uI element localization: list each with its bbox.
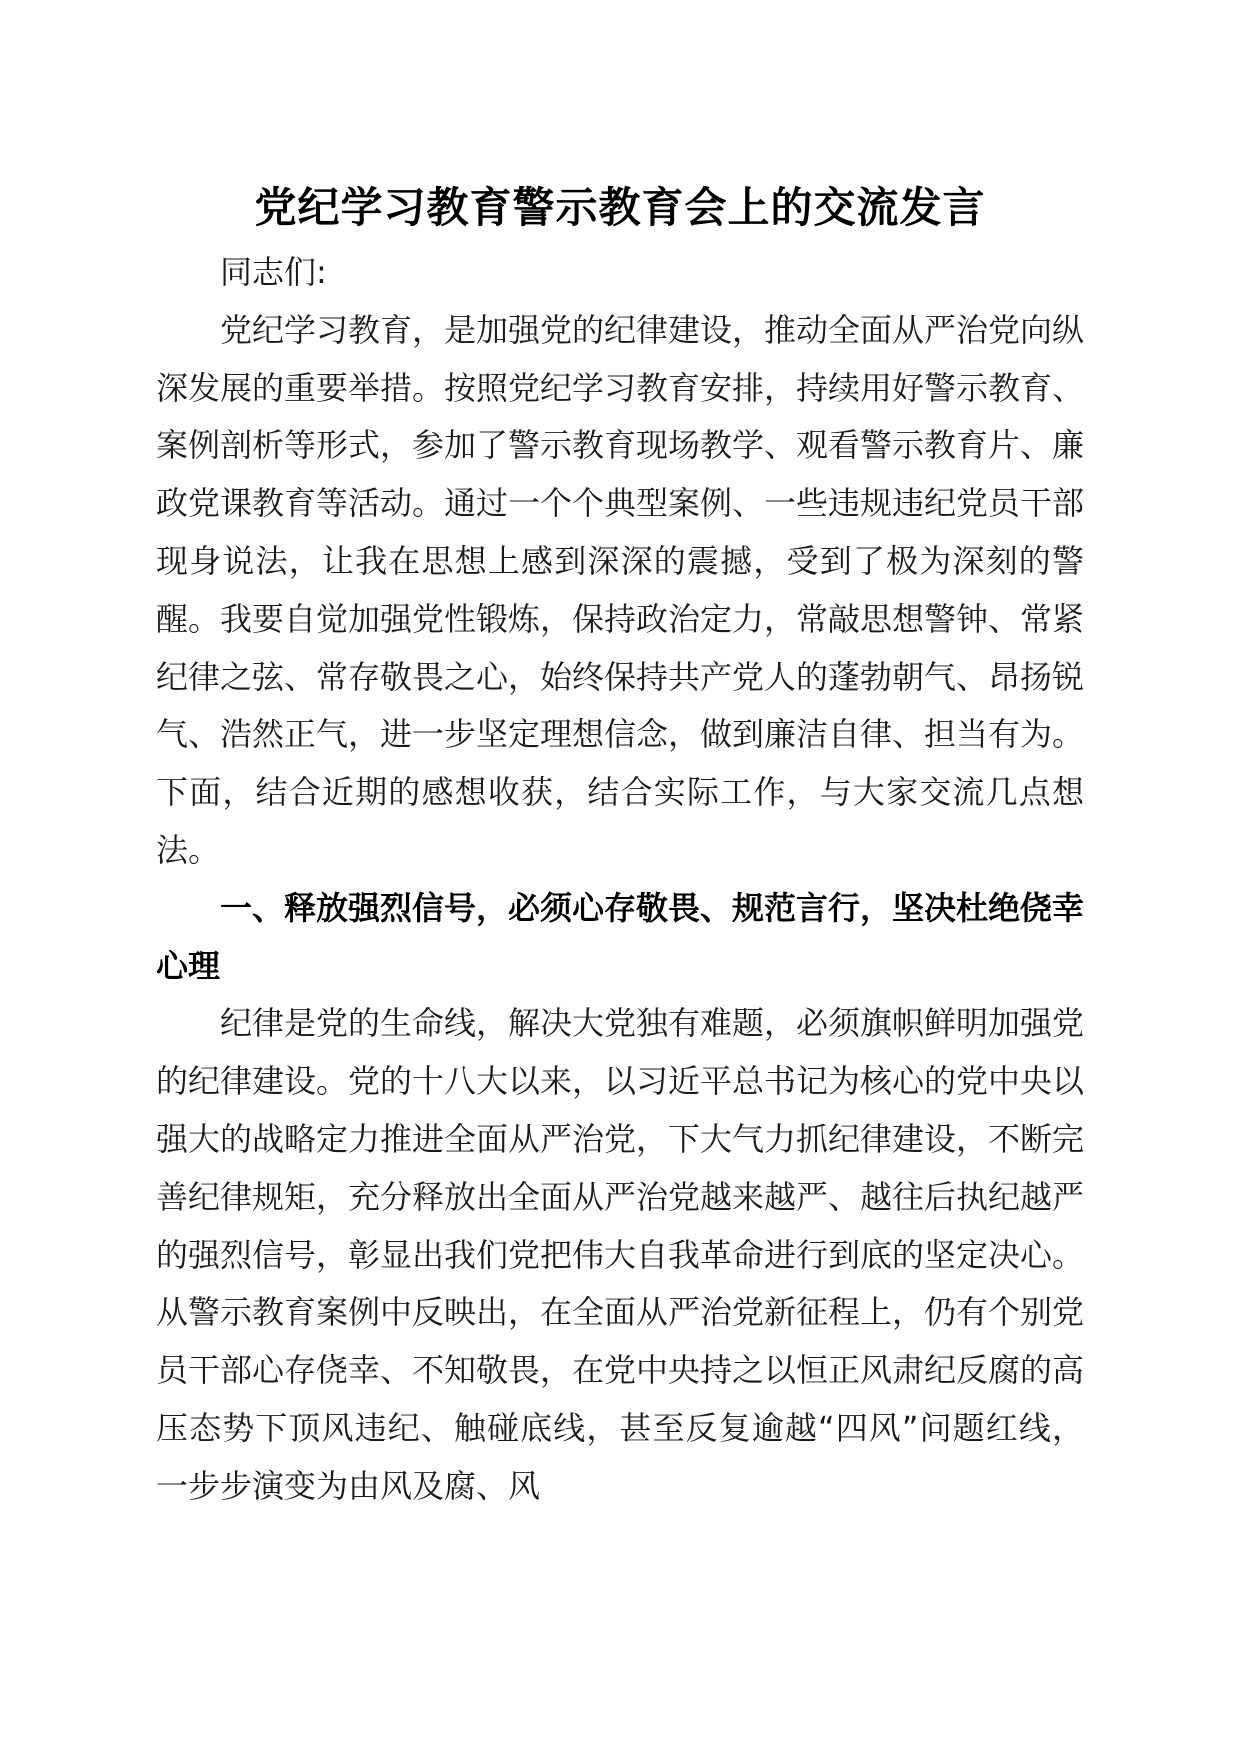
section-1-paragraph: 纪律是党的生命线，解决大党独有难题，必须旗帜鲜明加强党的纪律建设。党的十八大以来，以习近平总书记为核心的党中央以强大的战略定力推进全面从严治党，下大气力抓纪律建设，不断完善纪律规矩，充分释放出全面从严治党越来越严、越往后执纪越严的强烈信号，彰显出我们党把伟大自我革命进行到底的坚定决心。从警示教育案例中反映出，在全面从严治党新征程上，仍有个别党员干部心存侥幸、不知敬畏，在党中央持之以恒正风肃纪反腐的高压态势下顶风违纪、触碰底线，甚至反复逾越“四风”问题红线，一步步演变为由风及腐、风 [156,1004,1085,1505]
document-title: 党纪学习教育警示教育会上的交流发言 [254,183,986,232]
document-page [156,172,1084,1516]
intro-paragraph: 党纪学习教育，是加强党的纪律建设，推动全面从严治党向纵深发展的重要举措。按照党纪学习教育安排，持续用好警示教育、案例剖析等形式，参加了警示教育现场教学、观看警示教育片、廉政党课教育等活动。通过一个个典型案例、一些违规违纪党员干部现身说法，让我在思想上感到深深的震撼，受到了极为深刻的警醒。我要自觉加强党性锻炼，保持政治定力，常敲思想警钟、常紧纪律之弦、常存敬畏之心，始终保持共产党人的蓬勃朝气、昂扬锐气、浩然正气，进一步坚定理想信念，做到廉洁自律、担当有为。下面，结合近期的感想收获，结合实际工作，与大家交流几点想法。 [156,310,1085,869]
section-heading-1: 一、释放强烈信号，必须心存敬畏、规范言行，坚决杜绝侥幸心理 [156,888,1085,985]
greeting: 同志们: [220,253,327,291]
